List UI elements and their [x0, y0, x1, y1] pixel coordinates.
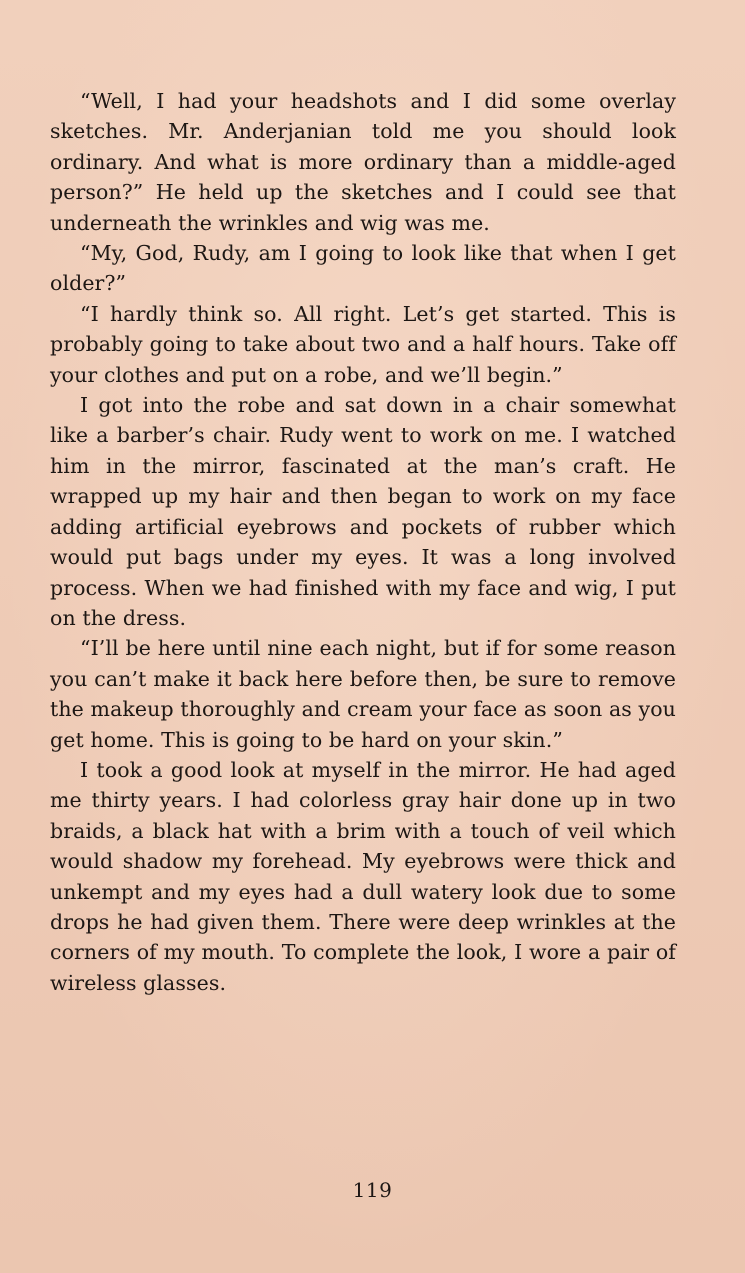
- paragraph-3: “I hardly think so. All right. Let’s get started. This is probably going to take about two and a half hours. Take off your clothes and put on a robe, and we’ll begin.”: [50, 301, 676, 387]
- paragraph-1: “Well, I had your headshots and I did some overlay sketches. Mr. Anderjanian told me you should look ordinary. And what is more ordinary than a middle-aged person?” He held up the sketches and I could see that underneath the wrinkles and wig was me.: [50, 89, 676, 235]
- page-number: 119: [352, 1178, 393, 1202]
- paragraph-4: I got into the robe and sat down in a chair somewhat like a barber’s chair. Rudy went to work on me. I watched him in the mirror, fascinated at the man’s craft. He wrapped up my hair and then began to work on my face adding artificial eyebrows and pockets of rubber which would put bags under my eyes. It was a long involved process. When we had finished with my face and wig, I put on the dress.: [50, 393, 676, 630]
- paragraph-6: I took a good look at myself in the mirror. He had aged me thirty years. I had colorless gray hair done up in two braids, a black hat with a brim with a touch of veil which would shadow my forehead. My eyebrows were thick and unkempt and my eyes had a dull watery look due to some drops he had given them. There were deep wrinkles at the corners of my mouth. To complete the look, I wore a pair of wireless glasses.: [50, 757, 676, 995]
- paragraph-5: “I’ll be here until nine each night, but if for some reason you can’t make it back here before then, be sure to remove the makeup thoroughly and cream your face as soon as you get home. This is going to be hard on your skin.”: [50, 636, 676, 752]
- body-text: [50, 86, 676, 998]
- paragraph-2: “My, God, Rudy, am I going to look like that when I get older?”: [50, 241, 676, 296]
